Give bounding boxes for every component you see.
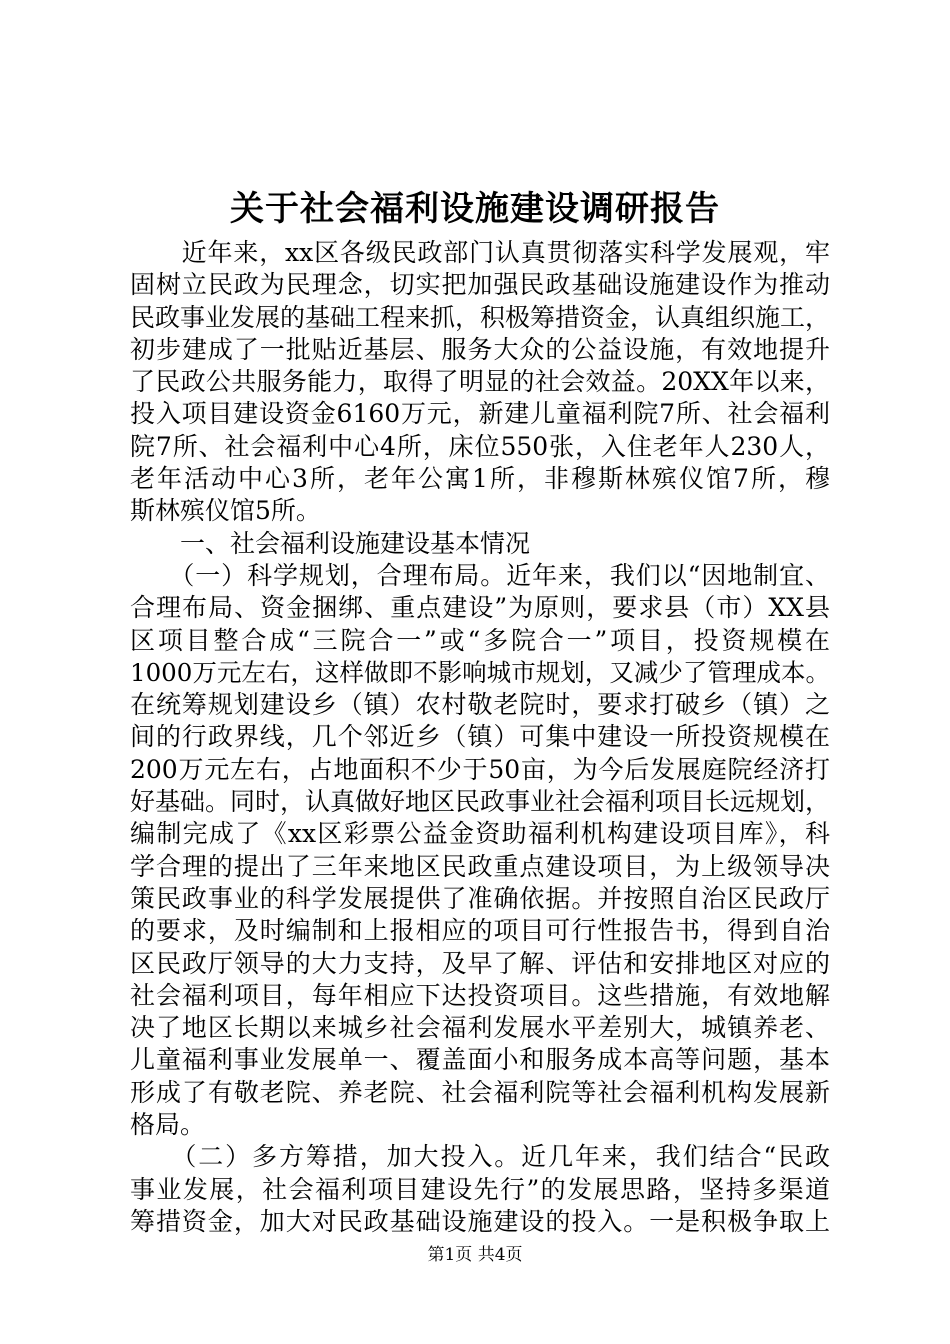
body-line: 学合理的提出了三年来地区民政重点建设项目，为上级领导决 xyxy=(130,851,830,881)
body-line: 在统筹规划建设乡（镇）农村敬老院时，要求打破乡（镇）之 xyxy=(130,690,830,720)
body-line: 社会福利项目，每年相应下达投资项目。这些措施，有效地解 xyxy=(130,980,830,1010)
body-line: 筹措资金，加大对民政基础设施建设的投入。一是积极争取上 xyxy=(130,1206,830,1236)
body-line: 形成了有敬老院、养老院、社会福利院等社会福利机构发展新 xyxy=(130,1077,830,1107)
body-line: 院7所、社会福利中心4所，床位550张，入住老年人230人， xyxy=(130,431,830,461)
body-line: 近年来，xx区各级民政部门认真贯彻落实科学发展观，牢 xyxy=(130,238,830,267)
body-line: 斯林殡仪馆5所。 xyxy=(130,496,321,526)
body-line: 民政事业发展的基础工程来抓，积极筹措资金，认真组织施工， xyxy=(130,302,831,332)
body-line: 1000万元左右，这样做即不影响城市规划，又减少了管理成本。 xyxy=(130,657,830,687)
body-line: 事业发展，社会福利项目建设先行”的发展思路，坚持多渠道 xyxy=(130,1174,830,1204)
body-line: 一、社会福利设施建设基本情况 xyxy=(130,528,531,558)
body-line: 儿童福利事业发展单一、覆盖面小和服务成本高等问题，基本 xyxy=(130,1045,830,1075)
body-line: 区项目整合成“三院合一”或“多院合一”项目，投资规模在 xyxy=(130,625,830,655)
body-line: （二）多方筹措，加大投入。近几年来，我们结合“民政 xyxy=(130,1142,830,1172)
body-line: 投入项目建设资金6160万元，新建儿童福利院7所、社会福利 xyxy=(130,399,830,429)
document-title: 关于社会福利设施建设调研报告 xyxy=(230,189,720,229)
body-line: 间的行政界线，几个邻近乡（镇）可集中建设一所投资规模在 xyxy=(130,722,830,752)
body-line: 了民政公共服务能力，取得了明显的社会效益。20XX年以来， xyxy=(130,367,830,397)
body-line: 初步建成了一批贴近基层、服务大众的公益设施，有效地提升 xyxy=(130,334,830,364)
body-line: 格局。 xyxy=(130,1110,206,1140)
body-line: 老年活动中心3所，老年公寓1所，非穆斯林殡仪馆7所，穆 xyxy=(130,464,830,494)
body-line: 固树立民政为民理念，切实把加强民政基础设施建设作为推动 xyxy=(130,270,830,300)
body-line: 区民政厅领导的大力支持，及早了解、评估和安排地区对应的 xyxy=(130,948,830,978)
body-line: 策民政事业的科学发展提供了准确依据。并按照自治区民政厅 xyxy=(130,883,830,913)
body-line: （一）科学规划，合理布局。近年来，我们以“因地制宜、 xyxy=(130,560,830,590)
body-line: 的要求，及时编制和上报相应的项目可行性报告书，得到自治 xyxy=(130,916,830,946)
body-line: 好基础。同时，认真做好地区民政事业社会福利项目长远规划， xyxy=(130,787,831,817)
body-line: 合理布局、资金捆绑、重点建设”为原则，要求县（市）XX县 xyxy=(130,593,830,623)
body-line: 决了地区长期以来城乡社会福利发展水平差别大，城镇养老、 xyxy=(130,1013,830,1043)
body-line: 200万元左右，占地面积不少于50亩，为今后发展庭院经济打 xyxy=(130,754,830,784)
body-line: 编制完成了《xx区彩票公益金资助福利机构建设项目库》，科 xyxy=(130,819,830,849)
page-footer: 第1页 共4页 xyxy=(427,1245,523,1265)
document-body xyxy=(130,237,830,1238)
